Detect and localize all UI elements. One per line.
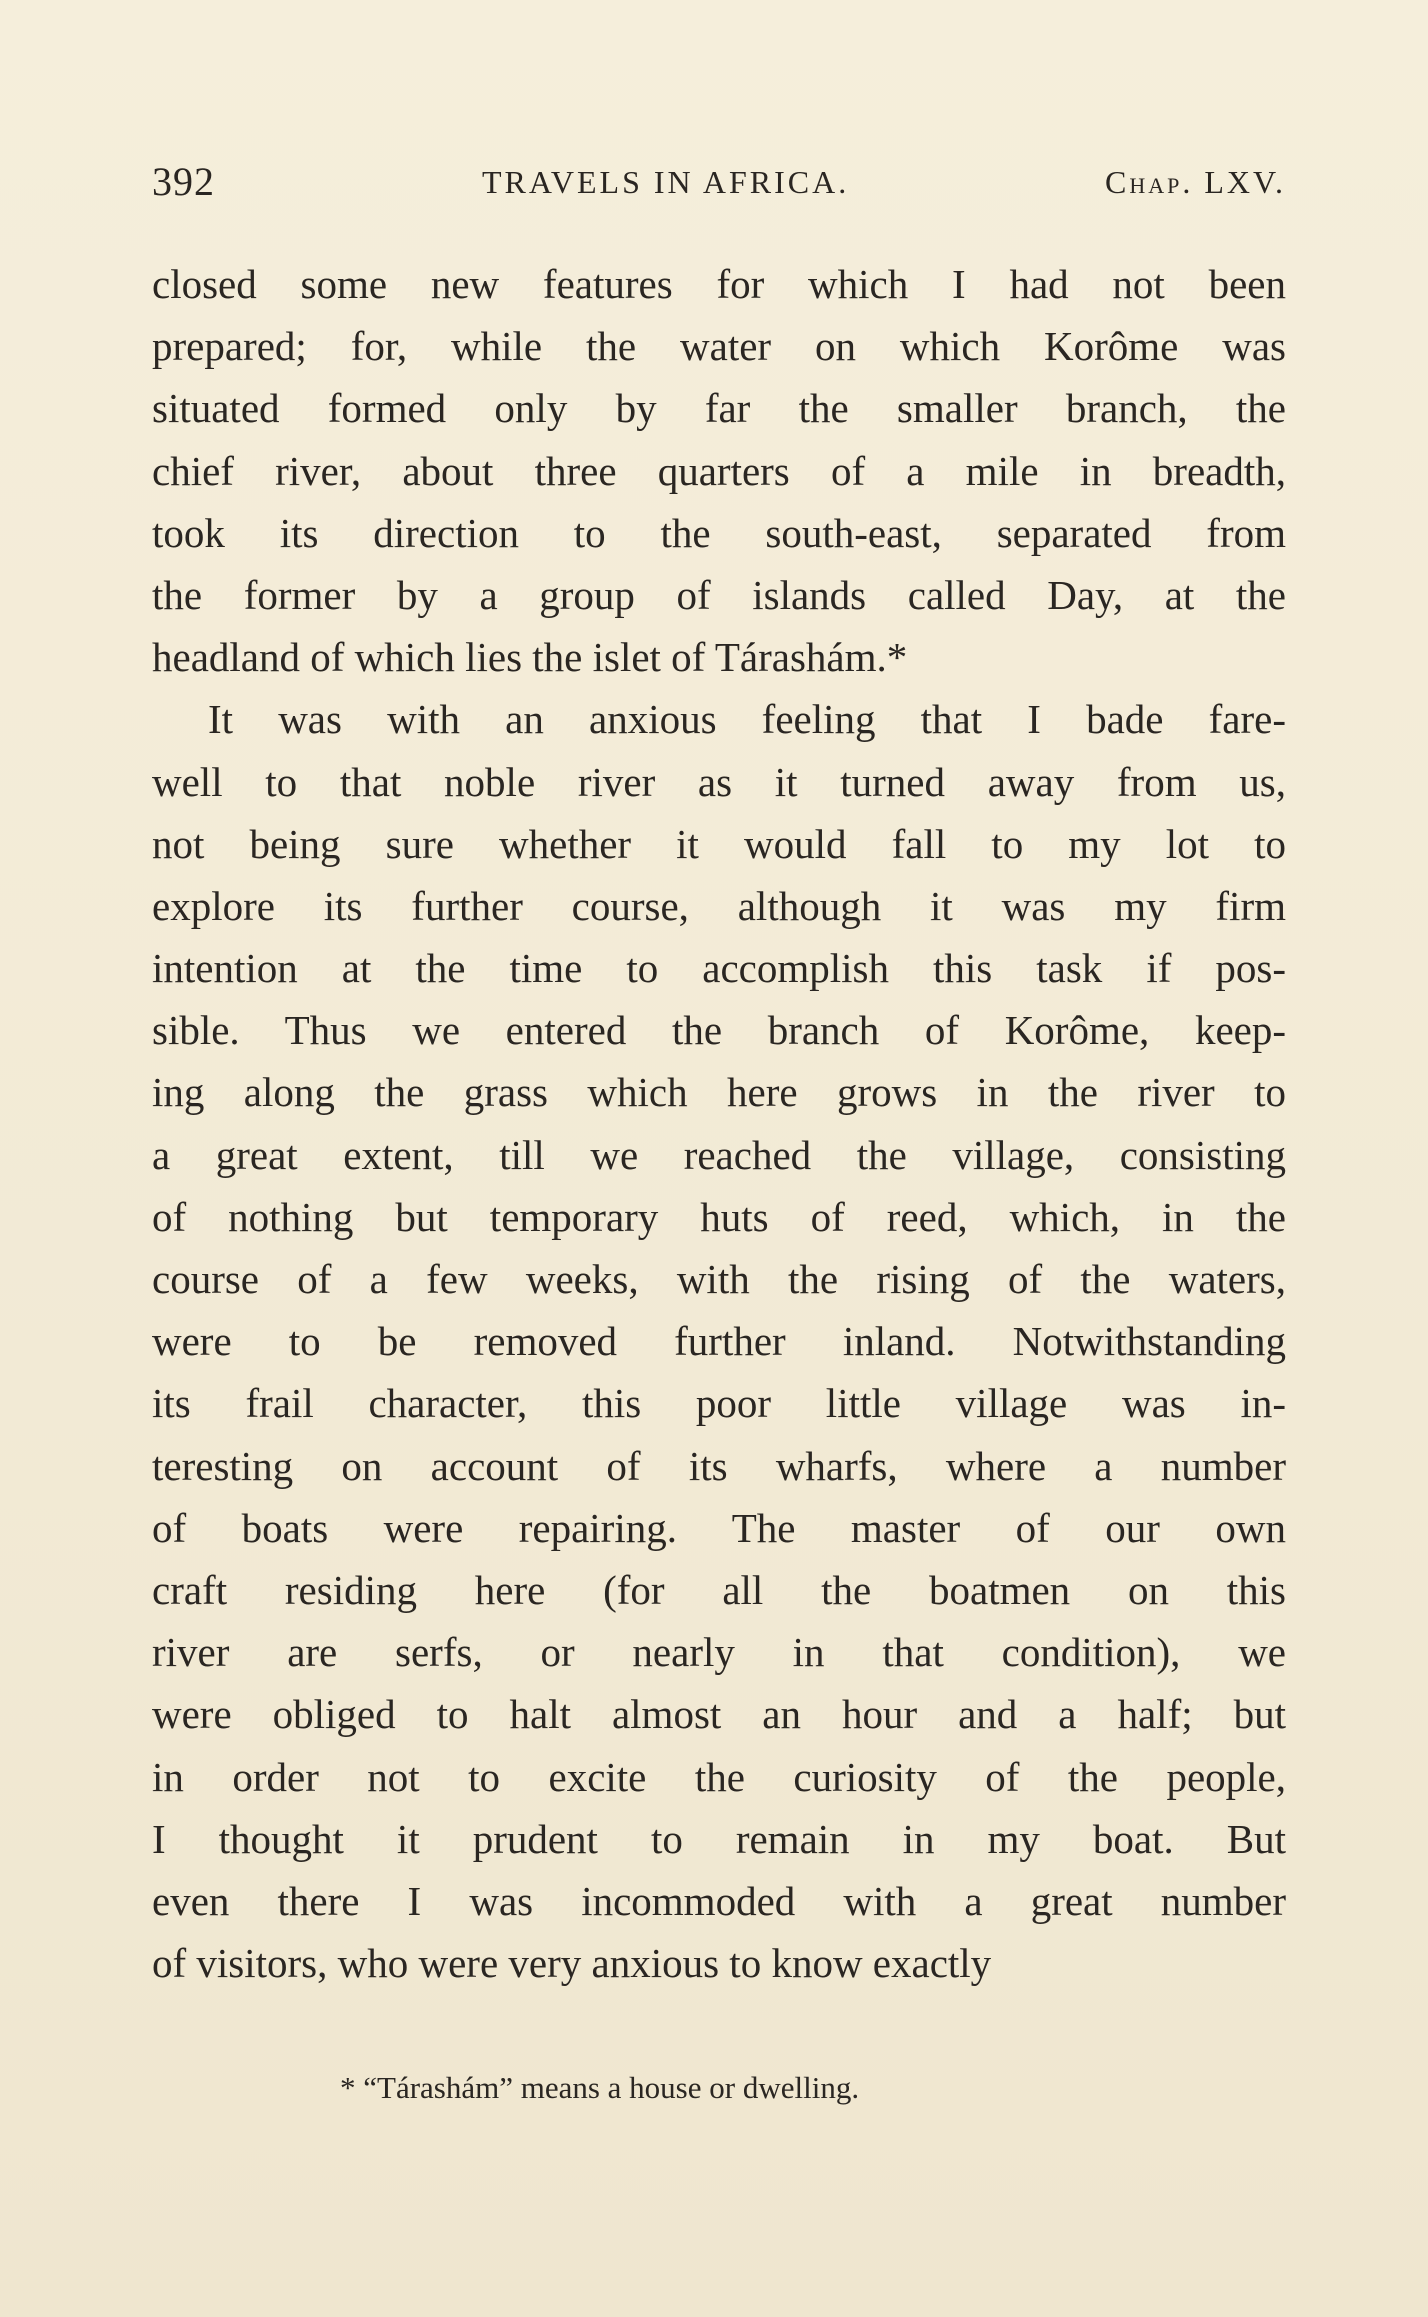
text-line: I thought it prudent to remain in my boat. But (152, 1815, 1286, 1862)
text-line: well to that noble river as it turned away from us, (152, 758, 1286, 805)
text-line: teresting on account of its wharfs, where a number (152, 1442, 1286, 1489)
text-line: of boats were repairing. The master of our own (152, 1504, 1286, 1551)
text-line: sible. Thus we entered the branch of Korôme, keep- (152, 1007, 1286, 1054)
text-line: It was with an anxious feeling that I bade fare- (208, 696, 1286, 743)
text-line: took its direction to the south-east, separated from (152, 509, 1286, 556)
text-line: even there I was incommoded with a great number (152, 1877, 1286, 1924)
text-line: of nothing but temporary huts of reed, which, in the (152, 1193, 1286, 1240)
chapter-label: Chap. LXV. (1105, 164, 1286, 200)
running-title: TRAVELS IN AFRICA. (482, 164, 850, 200)
text-line: were to be removed further inland. Notwithstanding (152, 1318, 1286, 1365)
text-line: explore its further course, although it was my firm (152, 882, 1286, 929)
footnote: * “Tárashám” means a house or dwelling. (340, 2070, 860, 2105)
text-line: not being sure whether it would fall to my lot to (152, 820, 1286, 867)
text-line: the former by a group of islands called Day, at the (152, 571, 1286, 618)
text-line: river are serfs, or nearly in that condition), we (152, 1629, 1286, 1676)
text-line: ing along the grass which here grows in the river to (152, 1069, 1286, 1116)
text-line: were obliged to halt almost an hour and a half; but (152, 1691, 1286, 1738)
page-number: 392 (152, 159, 215, 204)
text-line: its frail character, this poor little village was in- (152, 1380, 1286, 1427)
text-line: a great extent, till we reached the village, consisting (152, 1131, 1286, 1178)
text-line: prepared; for, while the water on which Korôme was (152, 323, 1286, 370)
running-header (152, 158, 1296, 214)
text-line: chief river, about three quarters of a mile in breadth, (152, 447, 1286, 494)
text-line: in order not to excite the curiosity of the people, (152, 1753, 1286, 1800)
text-line: closed some new features for which I had not been (152, 261, 1286, 307)
text-line: intention at the time to accomplish this task if pos- (152, 945, 1286, 992)
text-line: situated formed only by far the smaller branch, the (152, 385, 1286, 432)
body-text (152, 253, 1286, 1994)
text-line: course of a few weeks, with the rising of the waters, (152, 1256, 1286, 1302)
text-line: headland of which lies the islet of Tárashám.* (152, 634, 908, 681)
text-line: of visitors, who were very anxious to know exactly (152, 1940, 992, 1987)
text-line: craft residing here (for all the boatmen on this (152, 1566, 1286, 1613)
